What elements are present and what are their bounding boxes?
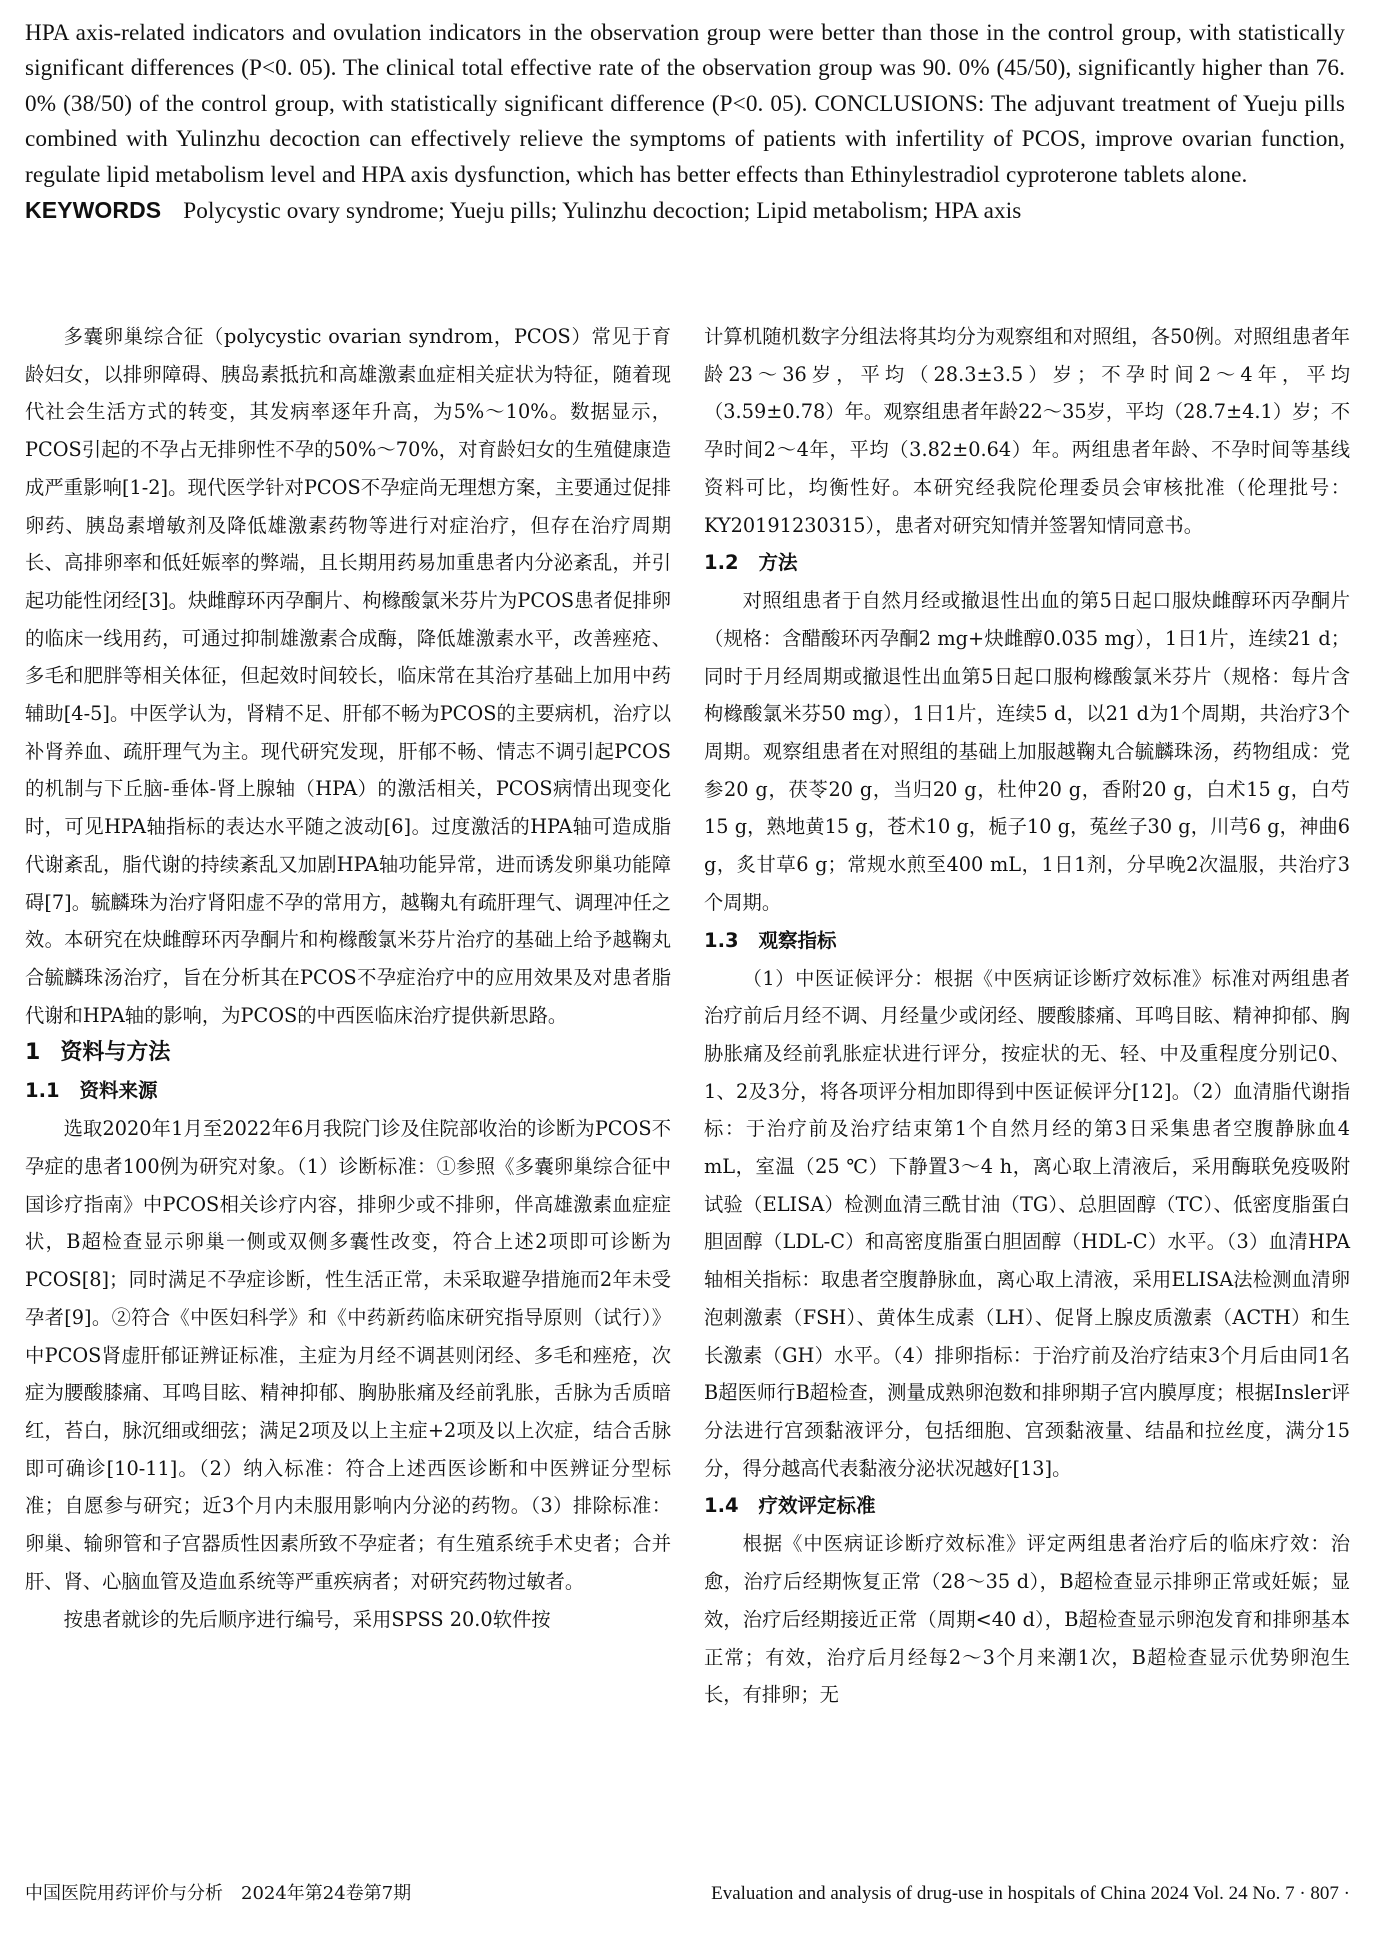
paragraph-1-4: 根据《中医病证诊断疗效标准》评定两组患者治疗后的临床疗效：治愈，治疗后经期恢复正常（28～35 d），B超检查显示排卵正常或妊娠；显效，治疗后经期接近正常（周期<40 d），B超检查显示卵泡发育和排卵基本正常；有效，治疗后月经每2～3个月来潮1次，B超检查显示优势卵泡生长，有排卵；无	[704, 1532, 1350, 1707]
paragraph-1-1c: 计算机随机数字分组法将其均分为观察组和对照组，各50例。对照组患者年龄23～36岁，平均（28.3±3.5）岁；不孕时间2～4年，平均（3.59±0.78）年。观察组患者年龄22～35岁，平均（28.7±4.1）岁；不孕时间2～4年，平均（3.82±0.64）年。两组患者年龄、不孕时间等基线资料可比，均衡性好。本研究经我院伦理委员会审核批准（伦理批号：KY20191230315），患者对研究知情并签署知情同意书。	[704, 325, 1350, 537]
section-1-4-heading	[704, 1487, 1350, 1525]
keywords-row	[25, 193, 1345, 229]
paragraph-1-2: 对照组患者于自然月经或撤退性出血的第5日起口服炔雌醇环丙孕酮片（规格：含醋酸环丙孕酮2 mg+炔雌醇0.035 mg），1日1片，连续21 d；同时于月经周期或撤退性出血第5日起口服枸橼酸氯米芬片（规格：每片含枸橼酸氯米芬50 mg），1日1片，连续5 d，以21 d为1个周期，共治疗3个周期。观察组患者在对照组的基础上加服越鞠丸合毓麟珠汤，药物组成：党参20 g，茯苓20 g，当归20 g，杜仲20 g，香附20 g，白术15 g，白芍15 g，熟地黄15 g，苍术10 g，栀子10 g，菟丝子30 g，川芎6 g，神曲6 g，炙甘草6 g；常规水煎至400 mL，1日1剂，分早晚2次温服，共治疗3个周期。	[704, 589, 1350, 914]
abstract-continuation	[25, 16, 1345, 229]
section-number: 1.1	[25, 1079, 60, 1103]
abstract-text: HPA axis-related indicators and ovulation indicators in the observation group were better than those in the control group, with statistically significant differences (P<0. 05). The clinical total effective rate of the observation group was 90. 0% (45/50), significantly higher than 76. 0% (38/50) of the control group, with statistically significant difference (P<0. 05). CONCLUSIONS: The adjuvant treatment of Yueju pills combined with Yulinzhu decoction can effectively relieve the symptoms of patients with infertility of PCOS, improve ovarian function, regulate lipid metabolism level and HPA axis dysfunction, which has better effects than Ethinylestradiol cyproterone tablets alone.	[25, 20, 1345, 188]
section-number: 1.4	[704, 1494, 739, 1518]
section-title: 观察指标	[758, 928, 837, 952]
section-1-heading	[25, 1034, 671, 1072]
page-footer	[25, 1877, 1350, 1911]
section-1-1-heading	[25, 1072, 671, 1110]
keywords-text: Polycystic ovary syndrome; Yueju pills; Yulinzhu decoction; Lipid metabolism; HPA axis	[183, 198, 1022, 225]
section-number: 1.3	[704, 928, 739, 952]
section-1-2-heading	[704, 544, 1350, 582]
left-column	[25, 318, 671, 1848]
section-title: 资料与方法	[60, 1040, 171, 1066]
right-column	[704, 318, 1350, 1848]
paragraph-1-1b: 按患者就诊的先后顺序进行编号，采用SPSS 20.0软件按	[63, 1607, 551, 1631]
footer-journal-cn: 中国医院用药评价与分析 2024年第24卷第7期	[25, 1883, 412, 1904]
keywords-label: KEYWORDS	[25, 197, 162, 224]
section-title: 资料来源	[79, 1079, 158, 1103]
section-number: 1	[25, 1040, 41, 1066]
section-1-3-heading	[704, 922, 1350, 960]
body-columns	[25, 318, 1350, 1848]
paragraph-1-3: （1）中医证候评分：根据《中医病证诊断疗效标准》标准对两组患者治疗前后月经不调、月经量少或闭经、腰酸膝痛、耳鸣目眩、精神抑郁、胸胁胀痛及经前乳胀症状进行评分，按症状的无、轻、中及重程度分别记0、1、2及3分，将各项评分相加即得到中医证候评分[12]。（2）血清脂代谢指标：于治疗前及治疗结束第1个自然月经的第3日采集患者空腹静脉血4 mL，室温（25 ℃）下静置3～4 h，离心取上清液后，采用酶联免疫吸附试验（ELISA）检测血清三酰甘油（TG）、总胆固醇（TC）、低密度脂蛋白胆固醇（LDL-C）和高密度脂蛋白胆固醇（HDL-C）水平。（3）血清HPA轴相关指标：取患者空腹静脉血，离心取上清液，采用ELISA法检测血清卵泡刺激素（FSH）、黄体生成素（LH）、促肾上腺皮质激素（ACTH）和生长激素（GH）水平。（4）排卵指标：于治疗前及治疗结束3个月后由同1名B超医师行B超检查，测量成熟卵泡数和排卵期子宫内膜厚度；根据Insler评分法进行宫颈黏液评分，包括细胞、宫颈黏液量、结晶和拉丝度，满分15分，得分越高代表黏液分泌状况越好[13]。	[704, 966, 1350, 1480]
section-title: 疗效评定标准	[758, 1494, 876, 1518]
footer-journal-en: Evaluation and analysis of drug-use in hospitals of China 2024 Vol. 24 No. 7 · 807 ·	[711, 1883, 1350, 1904]
section-number: 1.2	[704, 551, 739, 575]
paragraph-1-1a: 选取2020年1月至2022年6月我院门诊及住院部收治的诊断为PCOS不孕症的患者100例为研究对象。（1）诊断标准：①参照《多囊卵巢综合征中国诊疗指南》中PCOS相关诊疗内容，排卵少或不排卵，伴高雄激素血症症状，B超检查显示卵巢一侧或双侧多囊性改变，符合上述2项即可诊断为PCOS[8]；同时满足不孕症诊断，性生活正常，未采取避孕措施而2年未受孕者[9]。②符合《中医妇科学》和《中药新药临床研究指导原则（试行）》中PCOS肾虚肝郁证辨证标准，主症为月经不调甚则闭经、多毛和痤疮，次症为腰酸膝痛、耳鸣目眩、精神抑郁、胸胁胀痛及经前乳胀，舌脉为舌质暗红，苔白，脉沉细或细弦；满足2项及以上主症+2项及以上次症，结合舌脉即可确诊[10-11]。（2）纳入标准：符合上述西医诊断和中医辨证分型标准；自愿参与研究；近3个月内未服用影响内分泌的药物。（3）排除标准：卵巢、输卵管和子宫器质性因素所致不孕症者；有生殖系统手术史者；合并肝、肾、心脑血管及造血系统等严重疾病者；对研究药物过敏者。	[25, 1117, 671, 1593]
intro-paragraph: 多囊卵巢综合征（polycystic ovarian syndrom，PCOS）常见于育龄妇女，以排卵障碍、胰岛素抵抗和高雄激素血症相关症状为特征，随着现代社会生活方式的转变，其发病率逐年升高，为5%～10%。数据显示，PCOS引起的不孕占无排卵性不孕的50%～70%，对育龄妇女的生殖健康造成严重影响[1-2]。现代医学针对PCOS不孕症尚无理想方案，主要通过促排卵药、胰岛素增敏剂及降低雄激素药物等进行对症治疗，但存在治疗周期长、高排卵率和低妊娠率的弊端，且长期用药易加重患者内分泌紊乱，并引起功能性闭经[3]。炔雌醇环丙孕酮片、枸橼酸氯米芬片为PCOS患者促排卵的临床一线用药，可通过抑制雄激素合成酶，降低雄激素水平，改善痤疮、多毛和肥胖等相关体征，但起效时间较长，临床常在其治疗基础上加用中药辅助[4-5]。中医学认为，肾精不足、肝郁不畅为PCOS的主要病机，治疗以补肾养血、疏肝理气为主。现代研究发现，肝郁不畅、情志不调引起PCOS的机制与下丘脑-垂体-肾上腺轴（HPA）的激活相关，PCOS病情出现变化时，可见HPA轴指标的表达水平随之波动[6]。过度激活的HPA轴可造成脂代谢紊乱，脂代谢的持续紊乱又加剧HPA轴功能异常，进而诱发卵巢功能障碍[7]。毓麟珠为治疗肾阳虚不孕的常用方，越鞠丸有疏肝理气、调理冲任之效。本研究在炔雌醇环丙孕酮片和枸橼酸氯米芬片治疗的基础上给予越鞠丸合毓麟珠汤治疗，旨在分析其在PCOS不孕症治疗中的应用效果及对患者脂代谢和HPA轴的影响，为PCOS的中西医临床治疗提供新思路。	[25, 325, 671, 1027]
section-title: 方法	[758, 551, 798, 575]
